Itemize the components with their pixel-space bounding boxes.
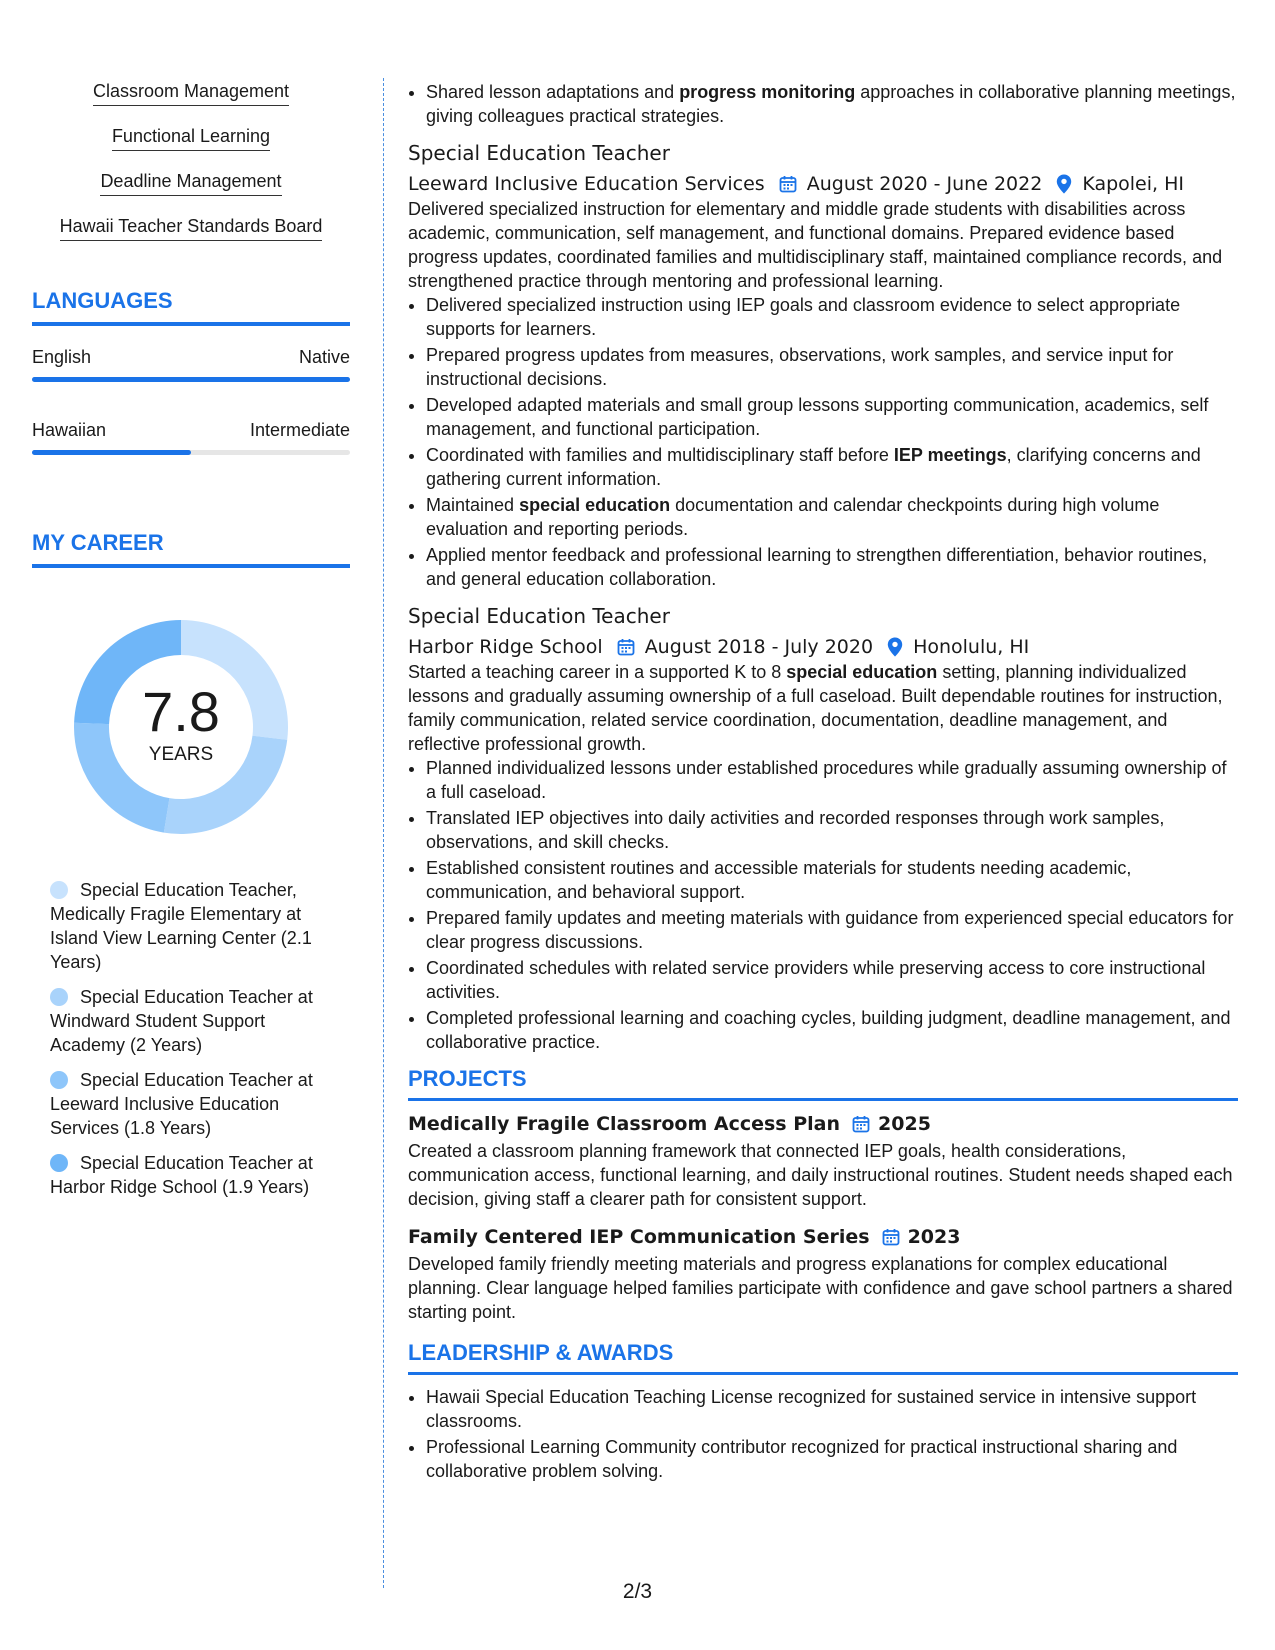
skill-tag: Functional Learning xyxy=(112,125,270,151)
skill-item xyxy=(32,215,350,241)
career-legend-item xyxy=(50,985,330,1057)
language-hawaiian xyxy=(32,419,350,455)
map-pin-icon xyxy=(887,637,903,657)
bullet-item: • Coordinated with families and multidisciplinary staff before IEP meetings, clarifying concerns and gathering current information. xyxy=(426,443,1238,491)
job-description: Delivered specialized instruction for elementary and middle grade students with disabilities across academic, communication, self management, and functional domains. Prepared evidence based progress updates, coordinated families and multidisciplinary staff, maintained compliance records, and strengthened practice through mentoring and professional learning. xyxy=(408,199,1223,291)
job-dates: August 2020 - June 2022 xyxy=(806,173,1043,195)
page-number: 2/3 xyxy=(622,1580,653,1603)
job-harbor-ridge xyxy=(408,603,1238,1054)
career-legend-item xyxy=(50,878,330,974)
calendar-icon xyxy=(779,175,797,193)
company-name: Leeward Inclusive Education Services xyxy=(408,173,765,195)
career-heading: MY CAREER xyxy=(32,530,350,568)
language-bar xyxy=(32,377,350,382)
bullet-item: • Applied mentor feedback and professional learning to strengthen differentiation, behavior routines, and general education collaboration. xyxy=(426,543,1238,591)
job-bullets xyxy=(408,756,1238,1054)
career-item-text: Special Education Teacher at Windward Student Support Academy (2 Years) xyxy=(50,987,313,1055)
language-bar-fill xyxy=(32,377,350,382)
language-level: Intermediate xyxy=(249,420,350,440)
project-year: 2023 xyxy=(907,1226,961,1248)
language-name: English xyxy=(32,347,92,367)
column-divider xyxy=(383,78,384,1588)
language-bar-fill xyxy=(32,450,191,455)
previous-job-bullets xyxy=(408,80,1238,128)
bullet-item: • Developed adapted materials and small group lessons supporting communication, academics, self management, and functional participation. xyxy=(426,393,1238,441)
bullet-item: • Maintained special education documentation and calendar checkpoints during high volume evaluation and reporting periods. xyxy=(426,493,1238,541)
project-item xyxy=(408,1224,1238,1324)
legend-dot xyxy=(50,1154,68,1172)
project-year: 2025 xyxy=(878,1113,931,1135)
bullet-item: • Prepared progress updates from measures, observations, work samples, and service input for instructional decisions. xyxy=(426,343,1238,391)
job-location: Kapolei, HI xyxy=(1082,173,1184,195)
skill-item xyxy=(32,125,350,151)
career-legend xyxy=(50,878,330,1199)
career-item-text: Special Education Teacher at Leeward Inclusive Education Services (1.8 Years) xyxy=(50,1070,313,1138)
skill-tag: Hawaii Teacher Standards Board xyxy=(60,215,323,241)
awards-heading: LEADERSHIP & AWARDS xyxy=(408,1340,1238,1375)
bullet-item: • Completed professional learning and coaching cycles, building judgment, deadline management, and collaborative practice. xyxy=(426,1006,1238,1054)
projects-section xyxy=(408,1066,1238,1324)
skills-list xyxy=(32,80,350,241)
bullet-item: • Shared lesson adaptations and progress monitoring approaches in collaborative planning meetings, giving colleagues practical strategies. xyxy=(426,80,1238,128)
skill-item xyxy=(32,80,350,106)
bullet-item: • Prepared family updates and meeting materials with guidance from experienced special educators for clear progress discussions. xyxy=(426,906,1238,954)
calendar-icon xyxy=(617,638,635,656)
job-description: Started a teaching career in a supported K to 8 special education setting, planning individualized lessons and gradually assuming ownership of a full caseload. Built dependable routines for instruction, family communication, related service coordination, documentation, deadline management, and reflective professional growth. xyxy=(408,662,1223,754)
awards-list xyxy=(408,1385,1238,1483)
career-legend-item xyxy=(50,1151,330,1199)
language-name: Hawaiian xyxy=(32,420,107,440)
awards-section xyxy=(408,1340,1238,1483)
job-meta xyxy=(408,634,1238,660)
project-description: Developed family friendly meeting materials and progress explanations for complex educational planning. Clear language helped families participate with confidence and gave school partners a shared starting point. xyxy=(408,1254,1233,1322)
skill-item xyxy=(32,170,350,196)
legend-dot xyxy=(50,988,68,1006)
career-donut-chart xyxy=(66,612,296,842)
language-english xyxy=(32,346,350,382)
project-item xyxy=(408,1111,1238,1211)
career-legend-item xyxy=(50,1068,330,1140)
project-title: Family Centered IEP Communication Series 2023 xyxy=(408,1226,961,1248)
skill-tag: Classroom Management xyxy=(93,80,289,106)
career-unit: YEARS xyxy=(148,744,214,765)
bullet-item: • Planned individualized lessons under established procedures while gradually assuming ownership of a full caseload. xyxy=(426,756,1238,804)
languages-heading: LANGUAGES xyxy=(32,288,350,326)
job-title: Special Education Teacher xyxy=(408,141,670,165)
map-pin-icon xyxy=(1056,174,1072,194)
award-item: • Professional Learning Community contributor recognized for practical instructional sharing and collaborative problem solving. xyxy=(426,1435,1238,1483)
legend-dot xyxy=(50,881,68,899)
main-column xyxy=(408,80,1238,1485)
company-name: Harbor Ridge School xyxy=(408,636,603,658)
job-bullets xyxy=(408,293,1238,591)
bullet-item: • Delivered specialized instruction using IEP goals and classroom evidence to select appropriate supports for learners. xyxy=(426,293,1238,341)
job-dates: August 2018 - July 2020 xyxy=(644,636,874,658)
award-item: • Hawaii Special Education Teaching License recognized for sustained service in intensive support classrooms. xyxy=(426,1385,1238,1433)
calendar-icon xyxy=(882,1228,900,1246)
bullet-item: • Translated IEP objectives into daily activities and recorded responses through work samples, observations, and skill checks. xyxy=(426,806,1238,854)
job-title: Special Education Teacher xyxy=(408,604,670,628)
bullet-item: • Established consistent routines and accessible materials for students needing academic, communication, and behavioral support. xyxy=(426,856,1238,904)
job-meta xyxy=(408,171,1238,197)
job-leeward xyxy=(408,140,1238,591)
project-title: Medically Fragile Classroom Access Plan 2025 xyxy=(408,1113,931,1135)
job-location: Honolulu, HI xyxy=(913,636,1030,658)
bullet-item: • Coordinated schedules with related service providers while preserving access to core instructional activities. xyxy=(426,956,1238,1004)
language-level: Native xyxy=(298,347,350,367)
projects-heading: PROJECTS xyxy=(408,1066,1238,1101)
career-item-text: Special Education Teacher, Medically Fragile Elementary at Island View Learning Center (2.1 Years) xyxy=(50,880,312,972)
project-description: Created a classroom planning framework that connected IEP goals, health considerations, communication access, functional learning, and daily instructional routines. Student needs shaped each decision, giving staff a clearer path for consistent support. xyxy=(408,1141,1233,1209)
skill-tag: Deadline Management xyxy=(100,170,281,196)
career-total: 7.8 xyxy=(142,680,220,743)
sidebar xyxy=(32,80,350,1210)
calendar-icon xyxy=(852,1115,870,1133)
career-item-text: Special Education Teacher at Harbor Ridge School (1.9 Years) xyxy=(50,1153,313,1197)
donut-center xyxy=(66,682,296,766)
legend-dot xyxy=(50,1071,68,1089)
language-bar xyxy=(32,450,350,455)
